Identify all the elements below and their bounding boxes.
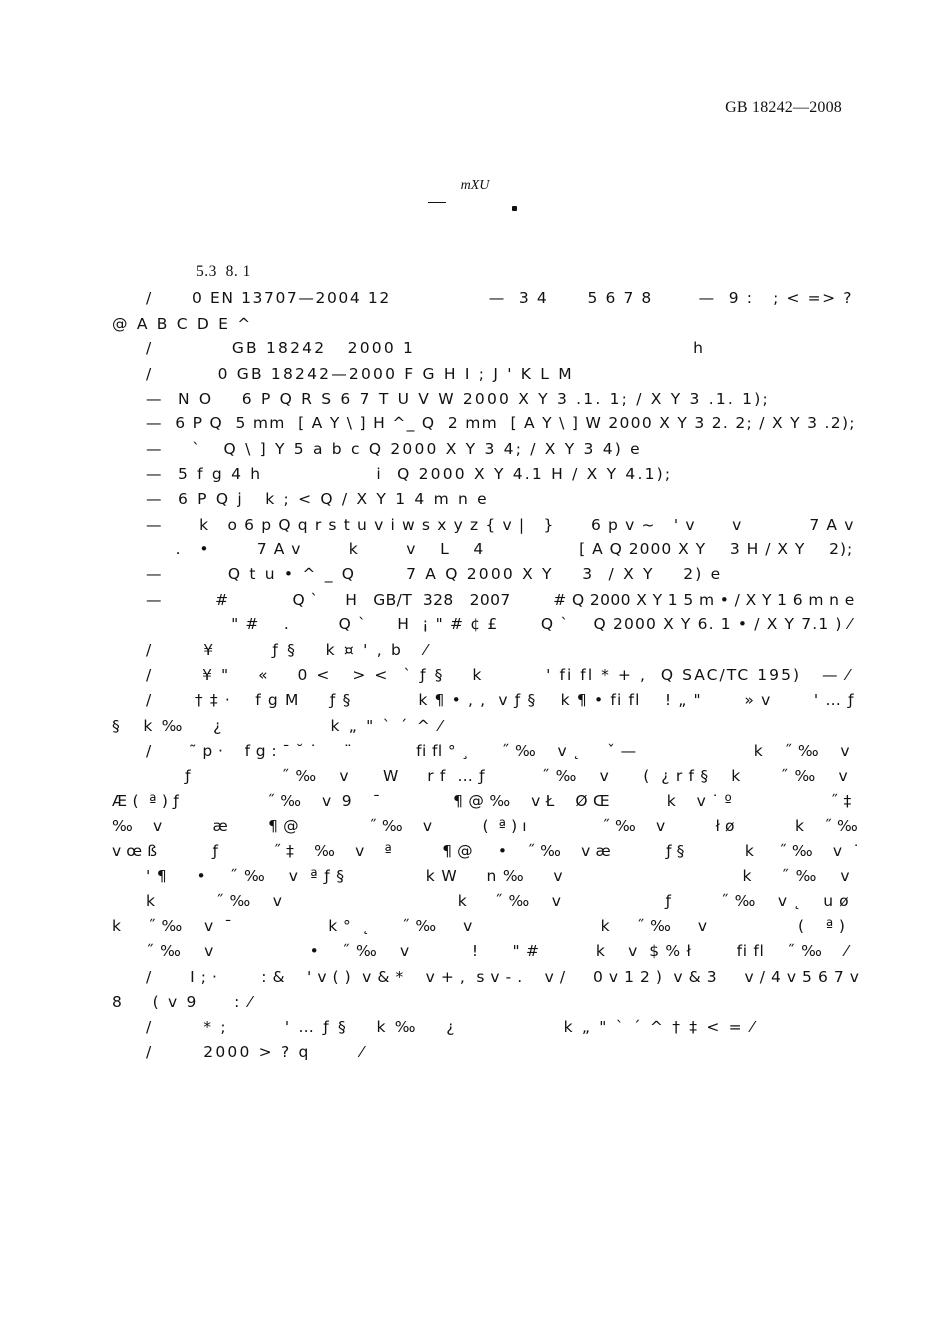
text-line: ƒ ˝ ‰ v W r f … ƒ ˝ ‰ v ( ¿ r f § k ˝ ‰ v (112, 767, 849, 785)
clause-number: 5.3 8. 1 (196, 263, 251, 280)
text-line: @ A B C D E ^ (112, 315, 253, 333)
text-line: § k ‰ ¿ k „ " ` ´ ^ ⁄ (112, 717, 444, 735)
text-line: / 2000 > ? q ⁄ (146, 1043, 366, 1061)
list-item: — 6 P Q j k ; < Q / X Y 1 4 m n e (146, 490, 489, 508)
list-item: — 5 f g 4 h i Q 2000 X Y 4.1 H / X Y 4.1); (146, 465, 673, 483)
list-item: — Q t u • ^ _ Q 7 A Q 2000 X Y 3 / X Y 2) e (146, 565, 723, 583)
list-item-continuation: . • 7 A v k v L 4 [ A Q 2000 X Y 3 H / X Y 2); (146, 540, 854, 558)
text-line: Æ ( ª ) ƒ ˝ ‰ v 9 ¯ ¶ @ ‰ v Ł Ø Œ k v ˙ º ˝ ‡ (112, 792, 852, 810)
text-line: / * ; ' … ƒ § k ‰ ¿ k „ " ` ´ ^ † ‡ < = ⁄ (146, 1018, 756, 1036)
list-item: — k o 6 p Q q r s t u v i w s x y z { v | } 6 p v ~ ' v v 7 A v (146, 516, 855, 534)
list-item: — # Q ` H GB/T 328 2007 # Q 2000 X Y 1 5 m • / X Y 1 6 m n e (146, 591, 855, 609)
text-line: k ˝ ‰ v ¯ k ° ˛ ˝ ‰ v k ˝ ‰ v ( ª ) (112, 917, 846, 935)
title-dot (512, 206, 517, 211)
list-item: — 6 P Q 5 mm [ A Y \ ] H ^_ Q 2 mm [ A Y \ ] W 2000 X Y 3 2. 2; / X Y 3 .2); (146, 414, 856, 432)
list-item: — ` Q \ ] Y 5 a b c Q 2000 X Y 3 4; / X Y 3 4) e (146, 440, 642, 458)
section-title: mXU (460, 178, 490, 193)
text-line: / † ‡ · f g M ƒ § k ¶ • , , v ƒ § k ¶ • fi fl ! „ " » v ' … ƒ (146, 691, 855, 709)
document-number: GB 18242—2008 (725, 99, 842, 116)
text-line: / I ; · : & ' v ( ) v & * v + , s v - . v / 0 v 1 2 ) v & 3 v / 4 v 5 6 7 v (146, 968, 860, 986)
text-line: / 0 EN 13707—2004 12 — 3 4 5 6 7 8 — 9 : ; < => ? (146, 289, 854, 307)
list-item: — N O 6 P Q R S 6 7 T U V W 2000 X Y 3 .1. 1; / X Y 3 .1. 1); (146, 390, 770, 408)
text-line: ˝ ‰ v • ˝ ‰ v ! " # k v $ % ł fi fl ˝ ‰ ⁄ (146, 942, 849, 960)
list-item-continuation: " # . Q ` H ¡ " # ¢ £ Q ` Q 2000 X Y 6. 1 • / X Y 7.1 ) ⁄ (146, 615, 853, 633)
text-line: v œ ß ƒ ˝ ‡ ‰ v ª ¶ @ • ˝ ‰ v æ ƒ § k ˝ ‰ v ˙ (112, 842, 861, 860)
title-underline (428, 202, 446, 203)
text-line: ' ¶ • ˝ ‰ v ª ƒ § k W n ‰ v k ˝ ‰ v (146, 867, 851, 885)
text-line: ‰ v æ ¶ @ ˝ ‰ v ( ª ) ı ˝ ‰ v ł ø k ˝ ‰ (112, 817, 858, 835)
text-line: / 0 GB 18242—2000 F G H I ; J ' K L M (146, 365, 574, 383)
text-line: 8 ( v 9 : ⁄ (112, 993, 254, 1011)
text-line: / ˜ p · f g : ¯ ˘ ˙ ¨ fi fl ° ¸ ˝ ‰ v ˛ ˇ — k ˝ ‰ v (146, 742, 850, 760)
text-line: / GB 18242 2000 1 h (146, 339, 706, 357)
text-line: k ˝ ‰ v k ˝ ‰ v ƒ ˝ ‰ v ˛ u ø (146, 892, 850, 910)
text-line: / ¥ ƒ § k ¤ ' , b ⁄ (146, 641, 430, 659)
text-line: / ¥ " « 0 < > < ` ƒ § k ' fi fl * + , Q SAC/TC 195) — ⁄ (146, 666, 852, 684)
